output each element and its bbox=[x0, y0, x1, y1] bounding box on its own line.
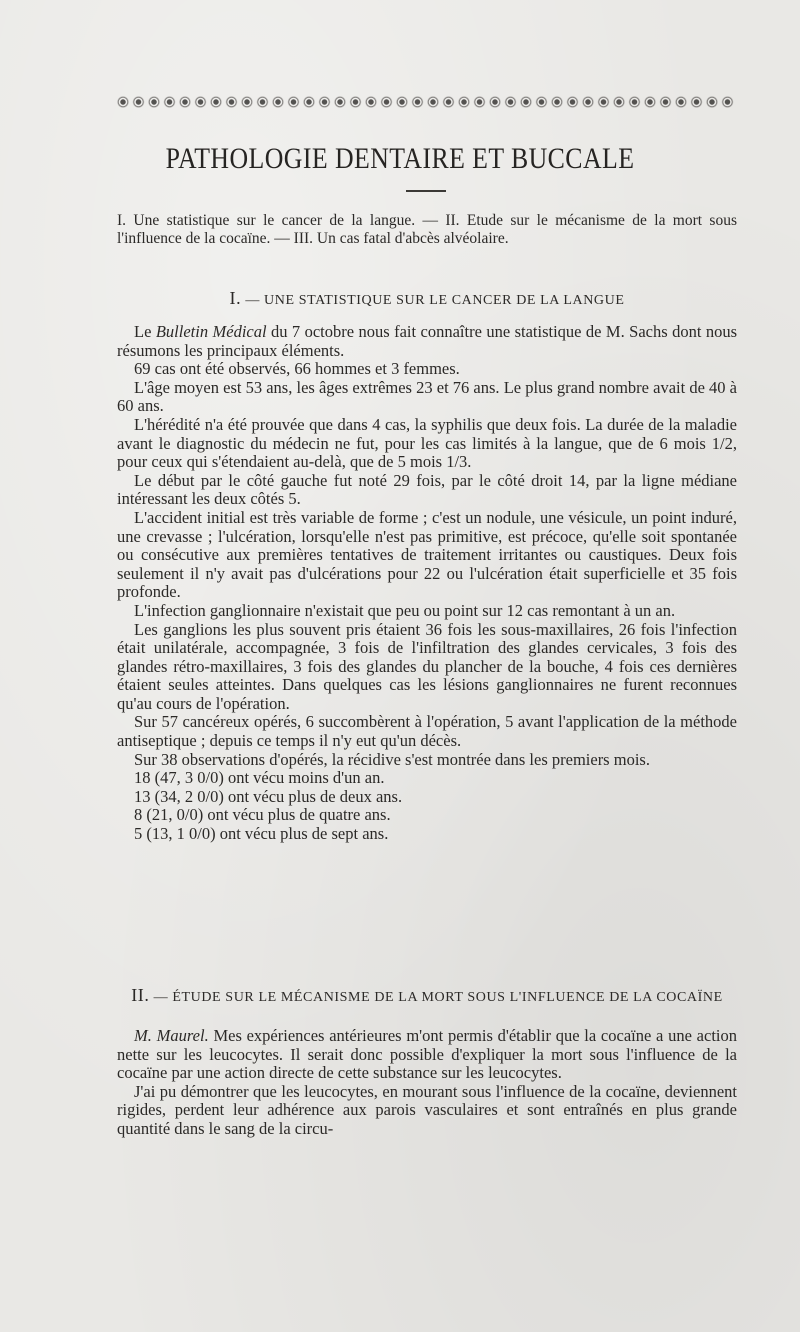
section-1-dash: — bbox=[245, 293, 260, 308]
paragraph: Le début par le côté gauche fut noté 29 fois, par le côté droit 14, par la ligne médiane intéressant les deux côtés 5. bbox=[117, 470, 737, 509]
paragraph: L'âge moyen est 53 ans, les âges extrêmes 23 et 76 ans. Le plus grand nombre avait de 40 à 60 ans. bbox=[117, 377, 737, 416]
section-2-first-paragraph bbox=[117, 1027, 737, 1083]
section-2-dash: — bbox=[153, 990, 169, 1005]
first-paragraph-text: Mes expériences antérieures m'ont permis d'établir que la cocaïne a une action nette sur les leucocytes. Il serait donc possible d'expliquer la mort sous l'influence de la cocaïne par une action directe de cette substance sur les leucocytes. bbox=[117, 1026, 737, 1083]
title-rule bbox=[406, 190, 446, 192]
decorative-header-ornament bbox=[116, 95, 736, 109]
paragraph: Sur 57 cancéreux opérés, 6 succombèrent à l'opération, 5 avant l'application de la méthode antiseptique ; depuis ce temps il n'y eut qu'un décès. bbox=[117, 712, 737, 751]
section-2-body bbox=[117, 1027, 737, 1139]
section-1-intro bbox=[117, 323, 737, 360]
paragraph: Les ganglions les plus souvent pris étaient 36 fois les sous-maxillaires, 26 fois l'infection était unilatérale, accompagnée, 3 fois de l'infiltration des glandes cervicales, 3 fois des glandes rétro-maxillaires, 3 fois des glandes du plancher de la bouche, 4 fois ces dernières étaient seules atteintes. Dans quelques cas les lésions ganglionnaires ne furent reconnues qu'au cours de l'opération. bbox=[117, 619, 737, 713]
intro-suffix: du 7 octobre nous fait connaître une statistique de M. Sachs dont nous résumons les principaux éléments. bbox=[117, 322, 738, 360]
section-2-heading bbox=[117, 985, 737, 1008]
paragraph: 8 (21, 0/0) ont vécu plus de quatre ans. bbox=[134, 805, 391, 825]
section-1-heading bbox=[117, 288, 737, 309]
section-1-number: I. bbox=[229, 288, 242, 308]
journal-title: Bulletin Médical bbox=[155, 322, 267, 341]
section-1-body bbox=[117, 323, 737, 844]
section-1-title: UNE STATISTIQUE SUR LE CANCER DE LA LANGUE bbox=[264, 293, 625, 308]
paragraph: L'hérédité n'a été prouvée que dans 4 cas, la syphilis que deux fois. La durée de la maladie avant le diagnostic du médecin ne fut, pour les cas limités à la langue, que de 6 mois 1/2, pour ceux qui s'étendaient au-delà, que de 5 mois 1/3. bbox=[117, 414, 737, 472]
paragraph: 18 (47, 3 0/0) ont vécu moins d'un an. bbox=[134, 768, 385, 788]
summary-block bbox=[117, 212, 737, 247]
paragraph: L'infection ganglionnaire n'existait que peu ou point sur 12 cas remontant à un an. bbox=[134, 600, 676, 620]
paragraph: 5 (13, 1 0/0) ont vécu plus de sept ans. bbox=[134, 824, 389, 844]
paragraph: 69 cas ont été observés, 66 hommes et 3 femmes. bbox=[134, 359, 460, 379]
paragraph: 13 (34, 2 0/0) ont vécu plus de deux ans. bbox=[134, 786, 403, 806]
summary-text: I. Une statistique sur le cancer de la langue. — II. Etude sur le mécanisme de la mort sous l'influence de la cocaïne. — III. Un cas fatal d'abcès alvéolaire. bbox=[117, 212, 737, 247]
paragraph: Sur 38 observations d'opérés, la récidive s'est montrée dans les premiers mois. bbox=[134, 749, 650, 769]
intro-prefix: Le bbox=[134, 322, 156, 341]
page-title: PATHOLOGIE DENTAIRE ET BUCCALE bbox=[165, 142, 635, 175]
paragraph: L'accident initial est très variable de forme ; c'est un nodule, une vésicule, un point induré, une crevasse ; l'ulcération, lorsqu'elle n'est pas primitive, est précoce, qu'elle soit spontanée ou consécutive aux premières tentatives de traitement irritantes ou caustiques. Deux fois seulement il n'y avait pas d'ulcérations pour 22 ou l'ulcération était superficielle et 35 fois profonde. bbox=[117, 507, 737, 602]
author-name: M. Maurel. bbox=[134, 1026, 209, 1045]
section-2-title: ÉTUDE SUR LE MÉCANISME DE LA MORT SOUS L'INFLUENCE DE LA COCAÏNE bbox=[172, 990, 723, 1005]
section-2-second-paragraph: J'ai pu démontrer que les leucocytes, en mourant sous l'influence de la cocaïne, deviennent rigides, perdent leur adhérence aux parois vasculaires et sont entraînés en plus grande quantité dans le sang de la circu- bbox=[117, 1081, 737, 1138]
section-2-number: II. bbox=[131, 985, 150, 1005]
